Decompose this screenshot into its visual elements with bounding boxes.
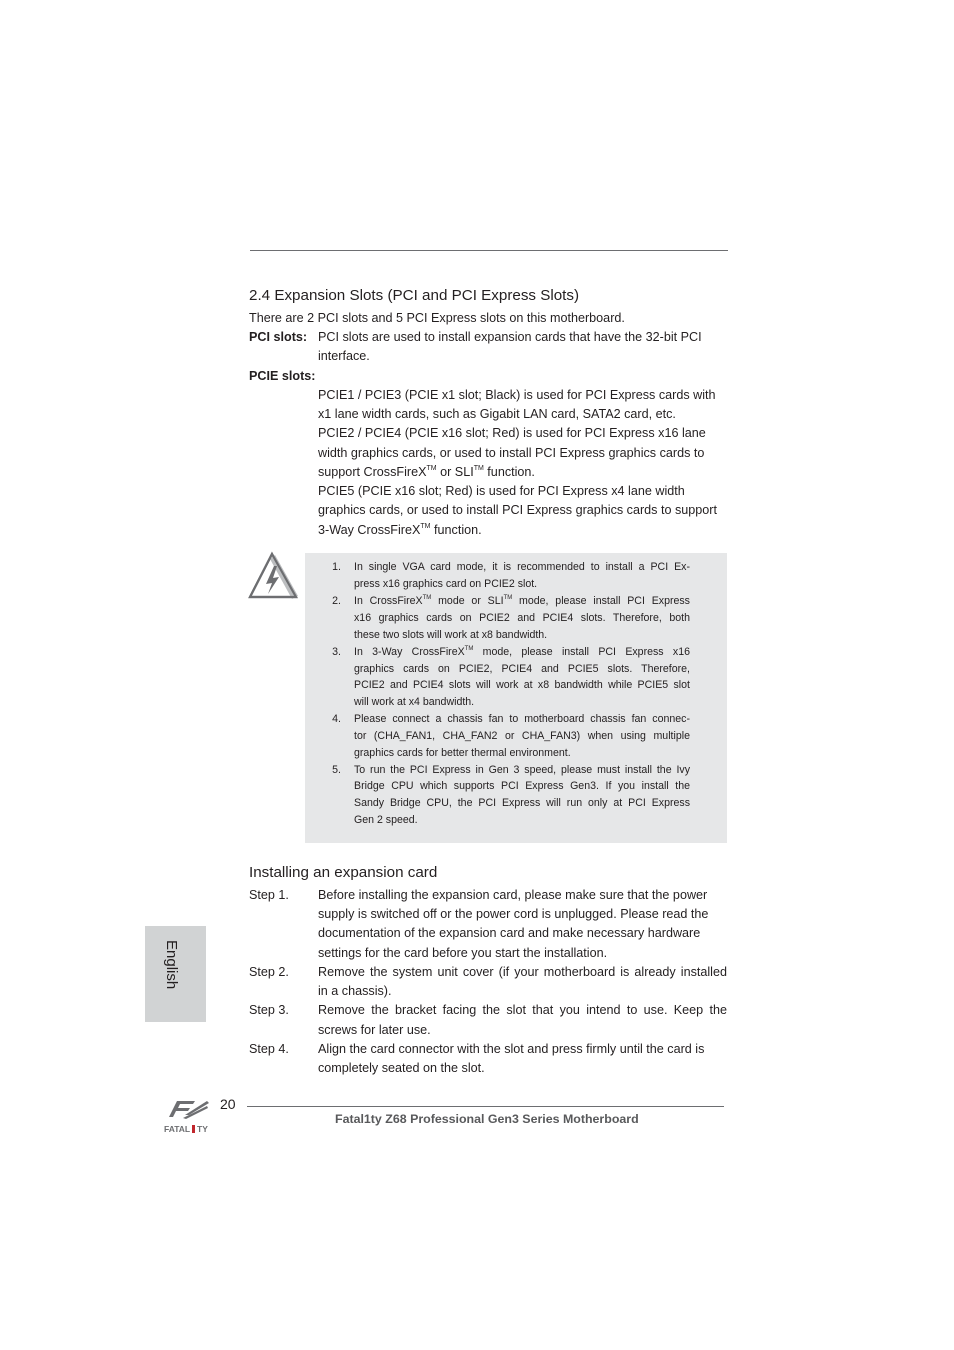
step-label: Step 4. <box>249 1042 289 1056</box>
pcie-description-line: PCIE2 / PCIE4 (PCIE x16 slot; Red) is used for PCI Express x16 lane <box>318 426 706 440</box>
note-number: 2. <box>332 595 341 607</box>
note-number: 3. <box>332 646 341 658</box>
section-intro: There are 2 PCI slots and 5 PCI Express slots on this motherboard. <box>249 311 625 325</box>
step-text-line: Remove the system unit cover (if your motherboard is already installed <box>318 965 727 979</box>
note-line: tor (CHA_FAN1, CHA_FAN2 or CHA_FAN3) when using multiple <box>354 730 690 742</box>
note-line: x16 graphics cards on PCIE2 and PCIE4 slots. Therefore, both <box>354 612 690 624</box>
footer-rule <box>247 1106 724 1107</box>
step-label: Step 2. <box>249 965 289 979</box>
step-text-line: Before installing the expansion card, please make sure that the power <box>318 888 708 902</box>
note-number: 5. <box>332 764 341 776</box>
svg-text:TY: TY <box>197 1124 208 1134</box>
notes-box <box>305 553 727 843</box>
install-title: Installing an expansion card <box>249 864 438 881</box>
pci-description-line: PCI slots are used to install expansion cards that have the 32-bit PCI <box>318 330 702 344</box>
step-text-line: in a chassis). <box>318 984 392 998</box>
note-line: In 3-Way CrossFireX™ mode, please install PCI Express x16 <box>354 646 690 658</box>
pci-description-line: interface. <box>318 349 370 363</box>
pcie-description-line: support CrossFireX™ or SLI™ function. <box>318 465 535 479</box>
fatal1ty-logo <box>163 1095 221 1135</box>
note-line: Sandy Bridge CPU, the PCI Express will run only at PCI Express <box>354 797 690 809</box>
note-line: Bridge CPU which supports PCI Express Gen3. If you install the <box>354 780 690 792</box>
note-line: In single VGA card mode, it is recommended to install a PCI Ex- <box>354 561 690 573</box>
note-line: these two slots will work at x8 bandwidth. <box>354 629 548 641</box>
top-rule <box>250 250 728 251</box>
note-line: graphics cards on PCIE2, PCIE4 and PCIE5 slots. Therefore, <box>354 663 690 675</box>
pcie-description-line: PCIE1 / PCIE3 (PCIE x1 slot; Black) is used for PCI Express cards with <box>318 388 716 402</box>
svg-text:FATAL: FATAL <box>164 1124 191 1134</box>
step-label: Step 3. <box>249 1003 289 1017</box>
note-number: 4. <box>332 713 341 725</box>
pci-label: PCI slots: <box>249 330 308 344</box>
footer-title: Fatal1ty Z68 Professional Gen3 Series Motherboard <box>335 1112 639 1126</box>
step-text-line: Align the card connector with the slot and press firmly until the card is <box>318 1042 705 1056</box>
step-text-line: documentation of the expansion card and make necessary hardware <box>318 926 701 940</box>
note-line: will work at x4 bandwidth. <box>354 696 475 708</box>
pcie-description-line: width graphics cards, or used to install PCI Express graphics cards to <box>318 446 705 460</box>
note-line: graphics cards for better thermal environment. <box>354 747 571 759</box>
step-text-line: supply is switched off or the power cord is unplugged. Please read the <box>318 907 709 921</box>
pcie-description-line: 3-Way CrossFireX™ function. <box>318 523 482 537</box>
note-line: PCIE2 and PCIE4 slots will work at x8 bandwidth while PCIE5 slot <box>354 679 690 691</box>
note-line: In CrossFireX™ mode or SLI™ mode, please install PCI Express <box>354 595 690 607</box>
step-text-line: screws for later use. <box>318 1023 431 1037</box>
step-text-line: Remove the bracket facing the slot that you intend to use. Keep the <box>318 1003 727 1017</box>
step-label: Step 1. <box>249 888 289 902</box>
pcie-description-line: PCIE5 (PCIE x16 slot; Red) is used for PCI Express x4 lane width <box>318 484 685 498</box>
warning-icon <box>248 551 300 601</box>
pcie-label: PCIE slots: <box>249 369 316 383</box>
step-text-line: settings for the card before you start the installation. <box>318 946 608 960</box>
note-line: Please connect a chassis fan to motherboard chassis fan connec- <box>354 713 690 725</box>
step-text-line: completely seated on the slot. <box>318 1061 485 1075</box>
pcie-description-line: x1 lane width cards, such as Gigabit LAN card, SATA2 card, etc. <box>318 407 676 421</box>
language-side-tab <box>145 926 206 1022</box>
note-line: press x16 graphics card on PCIE2 slot. <box>354 578 538 590</box>
note-number: 1. <box>332 561 341 573</box>
pcie-description-line: graphics cards, or used to install PCI Express graphics cards to support <box>318 503 717 517</box>
section-title: 2.4 Expansion Slots (PCI and PCI Express Slots) <box>249 287 580 304</box>
page-number: 20 <box>220 1096 236 1112</box>
note-line: To run the PCI Express in Gen 3 speed, please must install the Ivy <box>354 764 690 776</box>
language-label: English <box>163 940 180 990</box>
note-line: Gen 2 speed. <box>354 814 418 826</box>
